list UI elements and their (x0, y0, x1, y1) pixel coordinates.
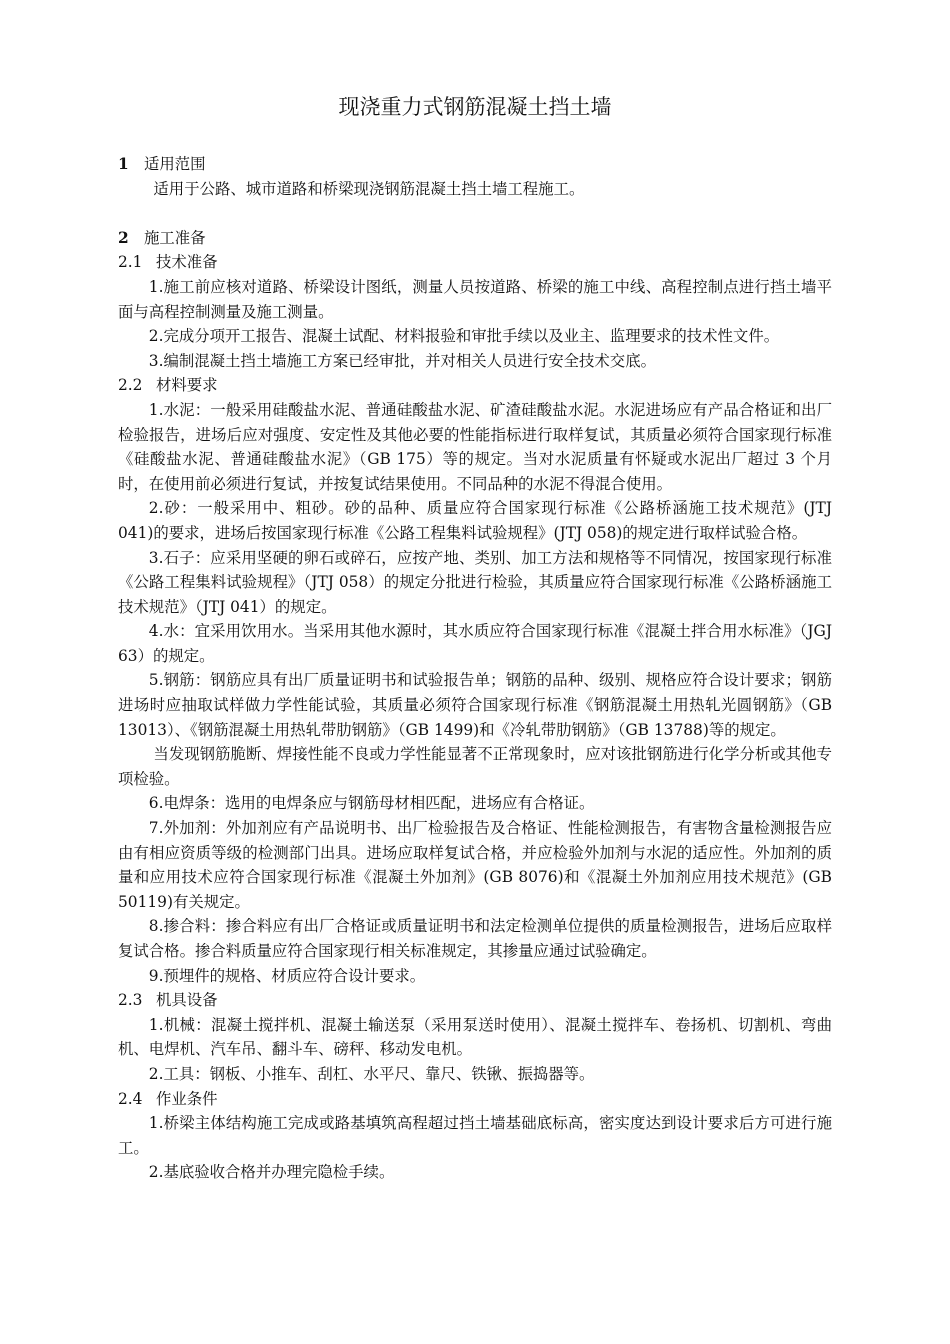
paragraph: 2.基底验收合格并办理完隐检手续。 (148, 1163, 395, 1182)
paragraph: 1.施工前应核对道路、桥梁设计图纸，测量人员按道路、桥梁的施工中线、高程控制点进行挡土墙平面与高程控制测量及施工测量。 (118, 277, 832, 321)
subsection-2-3-heading (118, 988, 832, 1013)
subsection-2-4-heading (118, 1087, 832, 1112)
paragraph: 当发现钢筋脆断、焊接性能不良或力学性能显著不正常现象时，应对该批钢筋进行化学分析或其他专项检验。 (118, 745, 832, 788)
paragraph: 7.外加剂：外加剂应有产品说明书、出厂检验报告及合格证、性能检测报告，有害物含量检测报告应由有相应资质等级的检测部门出具。进场应取样复试合格，并应检验外加剂与水泥的适应性。外加剂的质量和应用技术应符合国家现行标准《混凝土外加剂》(GB 8076)和《混凝土外加剂应用技术规范》(GB 50119)有关规定。 (118, 819, 832, 911)
paragraph: 6.电焊条：选用的电焊条应与钢筋母材相匹配，进场应有合格证。 (148, 794, 595, 813)
subsection-number: 2.3 (118, 991, 143, 1010)
paragraph: 适用于公路、城市道路和桥梁现浇钢筋混凝土挡土墙工程施工。 (153, 179, 585, 198)
subsection-title: 作业条件 (156, 1089, 218, 1108)
paragraph: 5.钢筋：钢筋应具有出厂质量证明书和试验报告单；钢筋的品种、级别、规格应符合设计要求；钢筋进场时应抽取试样做力学性能试验，其质量必须符合国家现行标准《钢筋混凝土用热轧光圆钢筋》（GB 13013）、《钢筋混凝土用热轧带肋钢筋》（GB 1499)和《冷轧带肋钢筋》（GB 13788)等的规定。 (118, 671, 832, 739)
subsection-title: 机具设备 (156, 991, 218, 1010)
subsection-number: 2.1 (118, 253, 143, 272)
paragraph: 1.桥梁主体结构施工完成或路基填筑高程超过挡土墙基础底标高，密实度达到设计要求后方可进行施工。 (118, 1114, 832, 1157)
subsection-2-2-heading (118, 373, 832, 398)
paragraph: 3.石子：应采用坚硬的卵石或碎石，应按产地、类别、加工方法和规格等不同情况，按国家现行标准《公路工程集料试验规程》（JTJ 058）的规定分批进行检验，其质量应符合国家现行标准《公路桥涵施工技术规范》（JTJ 041）的规定。 (118, 548, 832, 616)
paragraph: 8.掺合料：掺合料应有出厂合格证或质量证明书和法定检测单位提供的质量检测报告，进场后应取样复试合格。掺合料质量应符合国家现行相关标准规定，其掺量应通过试验确定。 (118, 917, 832, 960)
section-title: 适用范围 (144, 155, 206, 173)
subsection-number: 2.2 (118, 376, 143, 395)
subsection-2-1-heading (118, 250, 832, 275)
section-title: 施工准备 (144, 228, 206, 247)
paragraph: 9.预埋件的规格、材质应符合设计要求。 (148, 966, 426, 985)
paragraph: 1.机械：混凝土搅拌机、混凝土输送泵（采用泵送时使用）、混凝土搅拌车、卷扬机、切割机、弯曲机、电焊机、汽车吊、翻斗车、磅秤、移动发电机。 (118, 1015, 832, 1059)
subsection-title: 材料要求 (156, 376, 218, 395)
subsection-number: 2.4 (118, 1089, 143, 1108)
paragraph: 1.水泥：一般采用硅酸盐水泥、普通硅酸盐水泥、矿渣硅酸盐水泥。水泥进场应有产品合格证和出厂检验报告，进场后应对强度、安定性及其他必要的性能指标进行取样复试，其质量必须符合国家现行标准《硅酸盐水泥、普通硅酸盐水泥》（GB 175）等的规定。当对水泥质量有怀疑或水泥出厂超过 3 个月时，在使用前必须进行复试，并按复试结果使用。不同品种的水泥不得混合使用。 (118, 400, 832, 493)
paragraph: 3.编制混凝土挡土墙施工方案已经审批，并对相关人员进行安全技术交底。 (148, 351, 656, 370)
paragraph: 2.工具：钢板、小推车、刮杠、水平尺、靠尺、铁锹、振捣器等。 (148, 1064, 595, 1083)
subsection-title: 技术准备 (156, 253, 218, 272)
section-number: 1 (118, 155, 129, 173)
section-number: 2 (118, 228, 129, 247)
document-title: 现浇重力式钢筋混凝土挡土墙 (338, 95, 612, 119)
paragraph: 2.完成分项开工报告、混凝土试配、材料报验和审批手续以及业主、监理要求的技术性文件。 (148, 327, 780, 346)
paragraph: 4.水：宜采用饮用水。当采用其他水源时，其水质应符合国家现行标准《混凝土拌合用水标准》（JGJ 63）的规定。 (118, 622, 832, 665)
paragraph: 2.砂：一般采用中、粗砂。砂的品种、质量应符合国家现行标准《公路桥涵施工技术规范》(JTJ 041)的要求，进场后按国家现行标准《公路工程集料试验规程》(JTJ 058)的规定进行取样试验合格。 (118, 499, 832, 542)
section-1-heading (118, 152, 832, 177)
section-2-heading (118, 226, 832, 251)
spacer (118, 201, 832, 226)
